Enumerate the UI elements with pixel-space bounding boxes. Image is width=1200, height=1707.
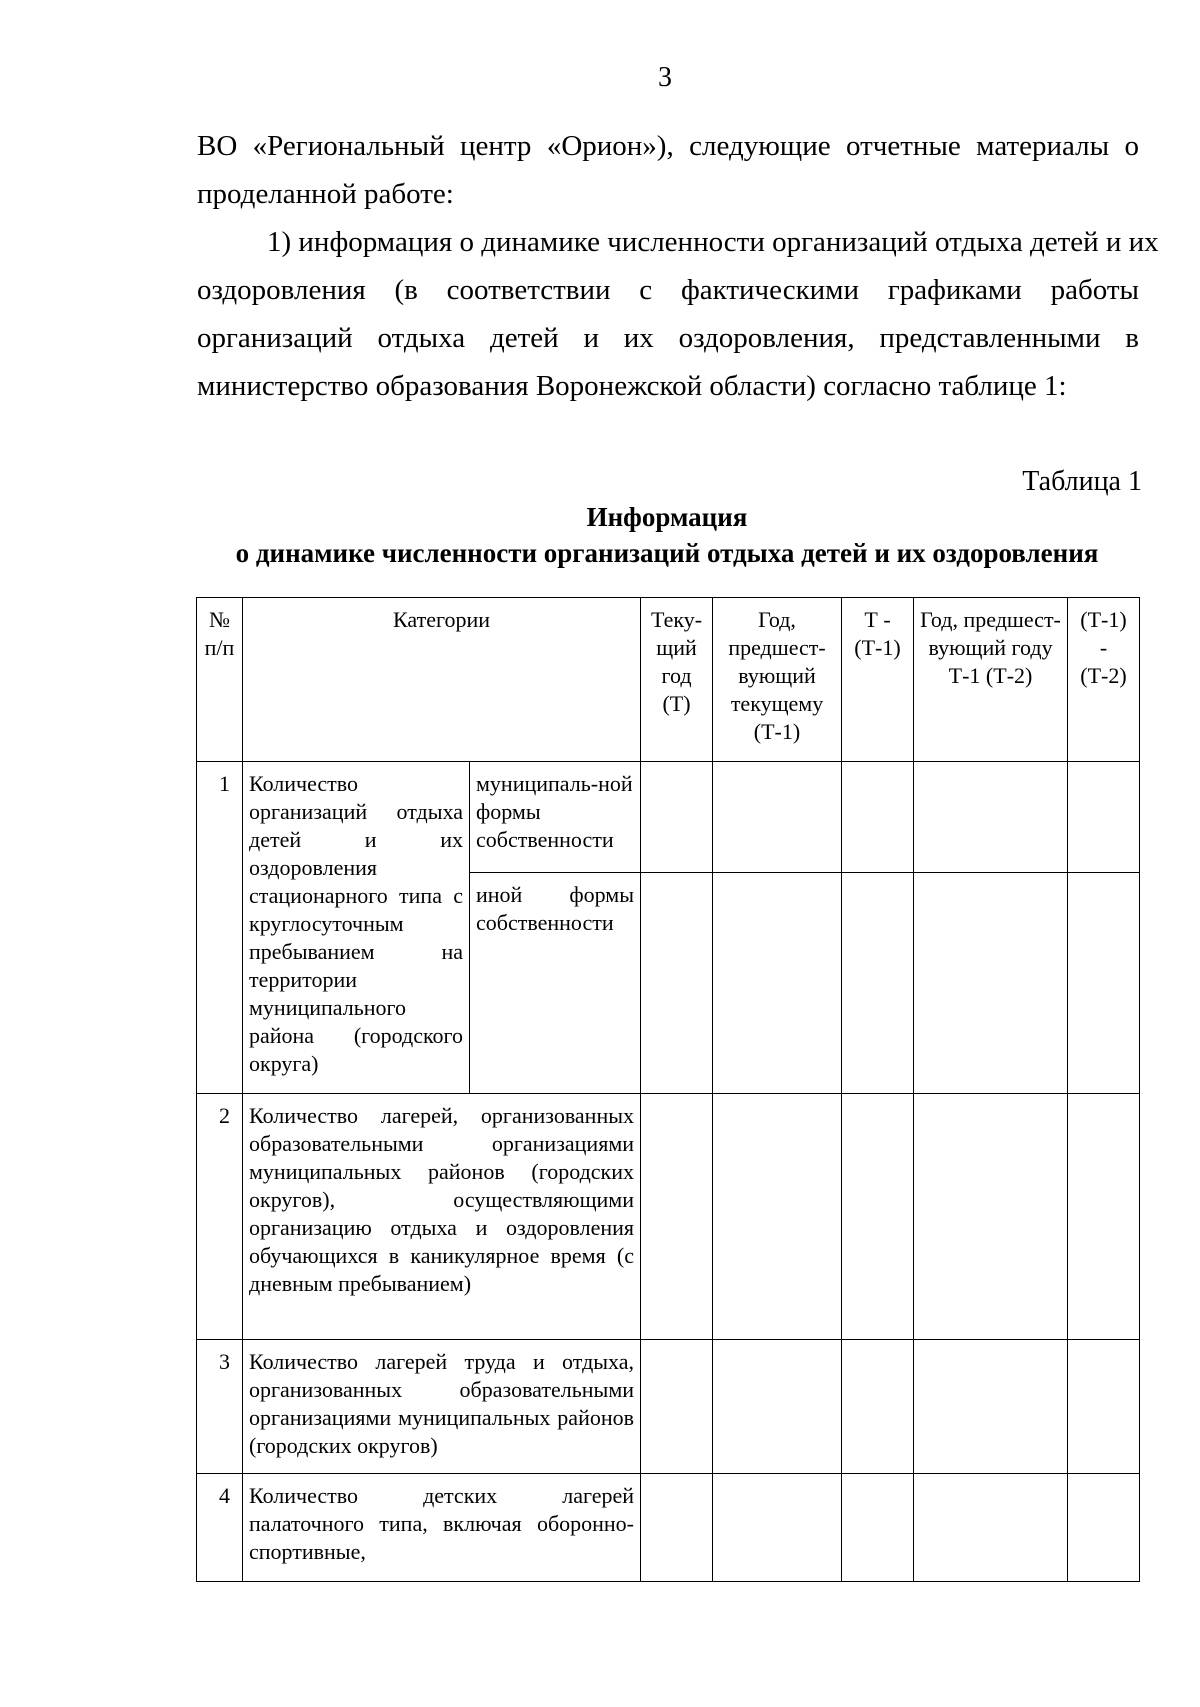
- value-cell: [641, 873, 713, 1094]
- table-subtitle: о динамике численности организаций отдыха детей и их оздоровления: [235, 538, 1099, 568]
- info-line: министерство образования Воронежской области) согласно таблице 1:: [197, 370, 1067, 402]
- header-year-before-previous: Год, предшест-вующий году Т-1 (Т-2): [914, 598, 1068, 762]
- value-cell: [641, 1340, 713, 1474]
- value-cell: [914, 1094, 1068, 1340]
- table-row: [197, 1340, 1140, 1474]
- value-cell: [914, 1340, 1068, 1474]
- info-paragraph: [197, 218, 1159, 410]
- page-number: 3: [658, 62, 672, 93]
- header-num: № п/п: [197, 598, 243, 762]
- row-category: Количество лагерей труда и отдыха, организованных образовательными организациями муниципальных районов (городских округов): [243, 1340, 641, 1474]
- value-cell: [713, 873, 842, 1094]
- value-cell: [713, 1340, 842, 1474]
- table-label: Таблица 1: [1022, 466, 1142, 497]
- value-cell: [914, 873, 1068, 1094]
- table-title: Информация: [586, 502, 748, 532]
- table-row: [197, 1094, 1140, 1340]
- row-number: 3: [197, 1340, 243, 1474]
- value-cell: [641, 1094, 713, 1340]
- header-current-year: Теку-щий год (Т): [641, 598, 713, 762]
- value-cell: [1068, 1340, 1140, 1474]
- row-subcategory: иной формы собственности: [470, 873, 641, 1094]
- value-cell: [713, 1474, 842, 1582]
- value-cell: [842, 1340, 914, 1474]
- table-header-row: [197, 598, 1140, 762]
- value-cell: [641, 762, 713, 873]
- header-previous-year: Год, предшест-вующий текущему (Т-1): [713, 598, 842, 762]
- row-number: 4: [197, 1474, 243, 1582]
- info-table: [196, 597, 1140, 1582]
- row-category: Количество организаций отдыха детей и их оздоровления стационарного типа с круглосуточным пребыванием на территории муниципального района (городского округа): [243, 762, 470, 1094]
- value-cell: [914, 762, 1068, 873]
- value-cell: [842, 762, 914, 873]
- intro-line: проделанной работе:: [197, 178, 454, 210]
- value-cell: [842, 1474, 914, 1582]
- value-cell: [713, 762, 842, 873]
- row-category: Количество лагерей, организованных образовательными организациями муниципальных районов (городских округов), осуществляющими организацию отдыха и оздоровления обучающихся в каникулярное время (с дневным пребыванием): [243, 1094, 641, 1340]
- intro-paragraph: [197, 122, 1139, 218]
- header-categories: Категории: [243, 598, 641, 762]
- info-line: организаций отдыха детей и их оздоровления, представленными в: [197, 322, 1139, 354]
- row-category: Количество детских лагерей палаточного типа, включая оборонно-спортивные,: [243, 1474, 641, 1582]
- value-cell: [1068, 762, 1140, 873]
- info-line: 1) информация о динамике численности организаций отдыха детей и их: [267, 226, 1159, 258]
- info-line: оздоровления (в соответствии с фактическими графиками работы: [197, 274, 1139, 306]
- value-cell: [1068, 873, 1140, 1094]
- row-number: 1: [197, 762, 243, 1094]
- table-row: [197, 1474, 1140, 1582]
- row-subcategory: муниципаль-ной формы собственности: [470, 762, 641, 873]
- value-cell: [842, 1094, 914, 1340]
- value-cell: [842, 873, 914, 1094]
- row-number: 2: [197, 1094, 243, 1340]
- value-cell: [641, 1474, 713, 1582]
- value-cell: [1068, 1474, 1140, 1582]
- header-diff-2: (Т-1) - (Т-2): [1068, 598, 1140, 762]
- value-cell: [1068, 1094, 1140, 1340]
- value-cell: [713, 1094, 842, 1340]
- value-cell: [914, 1474, 1068, 1582]
- table-row: [197, 762, 1140, 873]
- intro-line: ВО «Региональный центр «Орион»), следующие отчетные материалы о: [197, 130, 1139, 162]
- header-diff-1: Т - (Т-1): [842, 598, 914, 762]
